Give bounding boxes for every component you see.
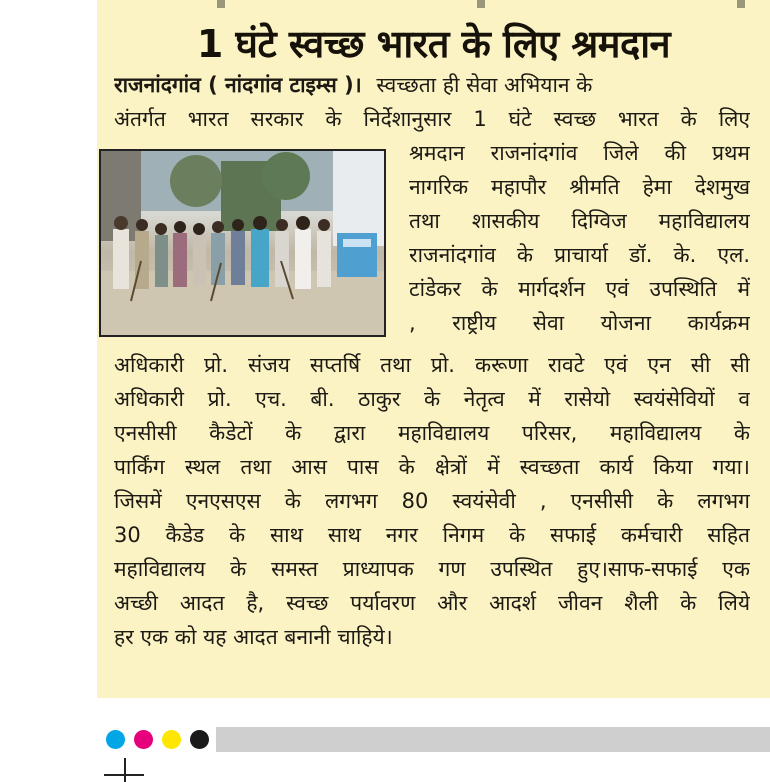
text-line: एनसीसी कैडेटों के द्वारा महाविद्यालय परिसर, महाविद्यालय के — [114, 421, 750, 445]
text-line: पार्किंग स्थल तथा आस पास के क्षेत्रों में स्वच्छता कार्य किया गया। — [114, 455, 750, 479]
dateline: राजनांदगांव ( नांदगांव टाइम्स )। — [114, 73, 362, 97]
text-line: राजनांदगांव के प्राचार्या डॉ. के. एल. — [409, 243, 750, 267]
text-line: हर एक को यह आदत बनानी चाहिये। — [114, 625, 393, 649]
text-line: अंतर्गत भारत सरकार के निर्देशानुसार 1 घंटे स्वच्छ भारत के लिए — [114, 107, 750, 131]
photo-illustration — [101, 151, 384, 335]
text-line: 30 कैडेड के साथ साथ नगर निगम के सफाई कर्मचारी सहित — [114, 523, 750, 547]
text-line: अधिकारी प्रो. एच. बी. ठाकुर के नेतृत्व में रासेयो स्वयंसेवियों व — [114, 387, 750, 411]
text-line: अधिकारी प्रो. संजय सप्तर्षि तथा प्रो. करूणा रावटे एवं एन सी सी — [114, 353, 750, 377]
article-headline: 1 घंटे स्वच्छ भारत के लिए श्रमदान — [196, 22, 671, 66]
text-line: श्रमदान राजनांदगांव जिले की प्रथम — [409, 141, 750, 165]
crop-mark-icon — [124, 758, 126, 782]
magenta-registration-dot — [134, 730, 153, 749]
text-line: टांडेकर के मार्गदर्शन एवं उपस्थिति में — [409, 277, 750, 301]
newspaper-clipping — [97, 0, 770, 698]
gray-density-strip — [216, 727, 770, 752]
black-registration-dot — [190, 730, 209, 749]
text-line: तथा शासकीय दिग्विज महाविद्यालय — [409, 209, 750, 233]
text-line: स्वच्छता ही सेवा अभियान के — [376, 73, 593, 97]
text-line: महाविद्यालय के समस्त प्राध्यापक गण उपस्थित हुए।साफ-सफाई एक — [114, 557, 750, 581]
cleanup-drive-photo — [99, 149, 386, 337]
print-registration-bar — [0, 724, 770, 764]
text-line: नागरिक महापौर श्रीमति हेमा देशमुख — [409, 175, 750, 199]
text-line: , राष्ट्रीय सेवा योजना कार्यक्रम — [409, 311, 750, 335]
yellow-registration-dot — [162, 730, 181, 749]
text-line: जिसमें एनएसएस के लगभग 80 स्वयंसेवी , एनसीसी के लगभग — [114, 489, 750, 513]
crop-mark-horizontal — [104, 774, 144, 776]
text-line: अच्छी आदत है, स्वच्छ पर्यावरण और आदर्श जीवन शैली के लिये — [114, 591, 750, 615]
cyan-registration-dot — [106, 730, 125, 749]
cut-off-previous-text — [97, 0, 770, 8]
first-line — [114, 68, 754, 102]
